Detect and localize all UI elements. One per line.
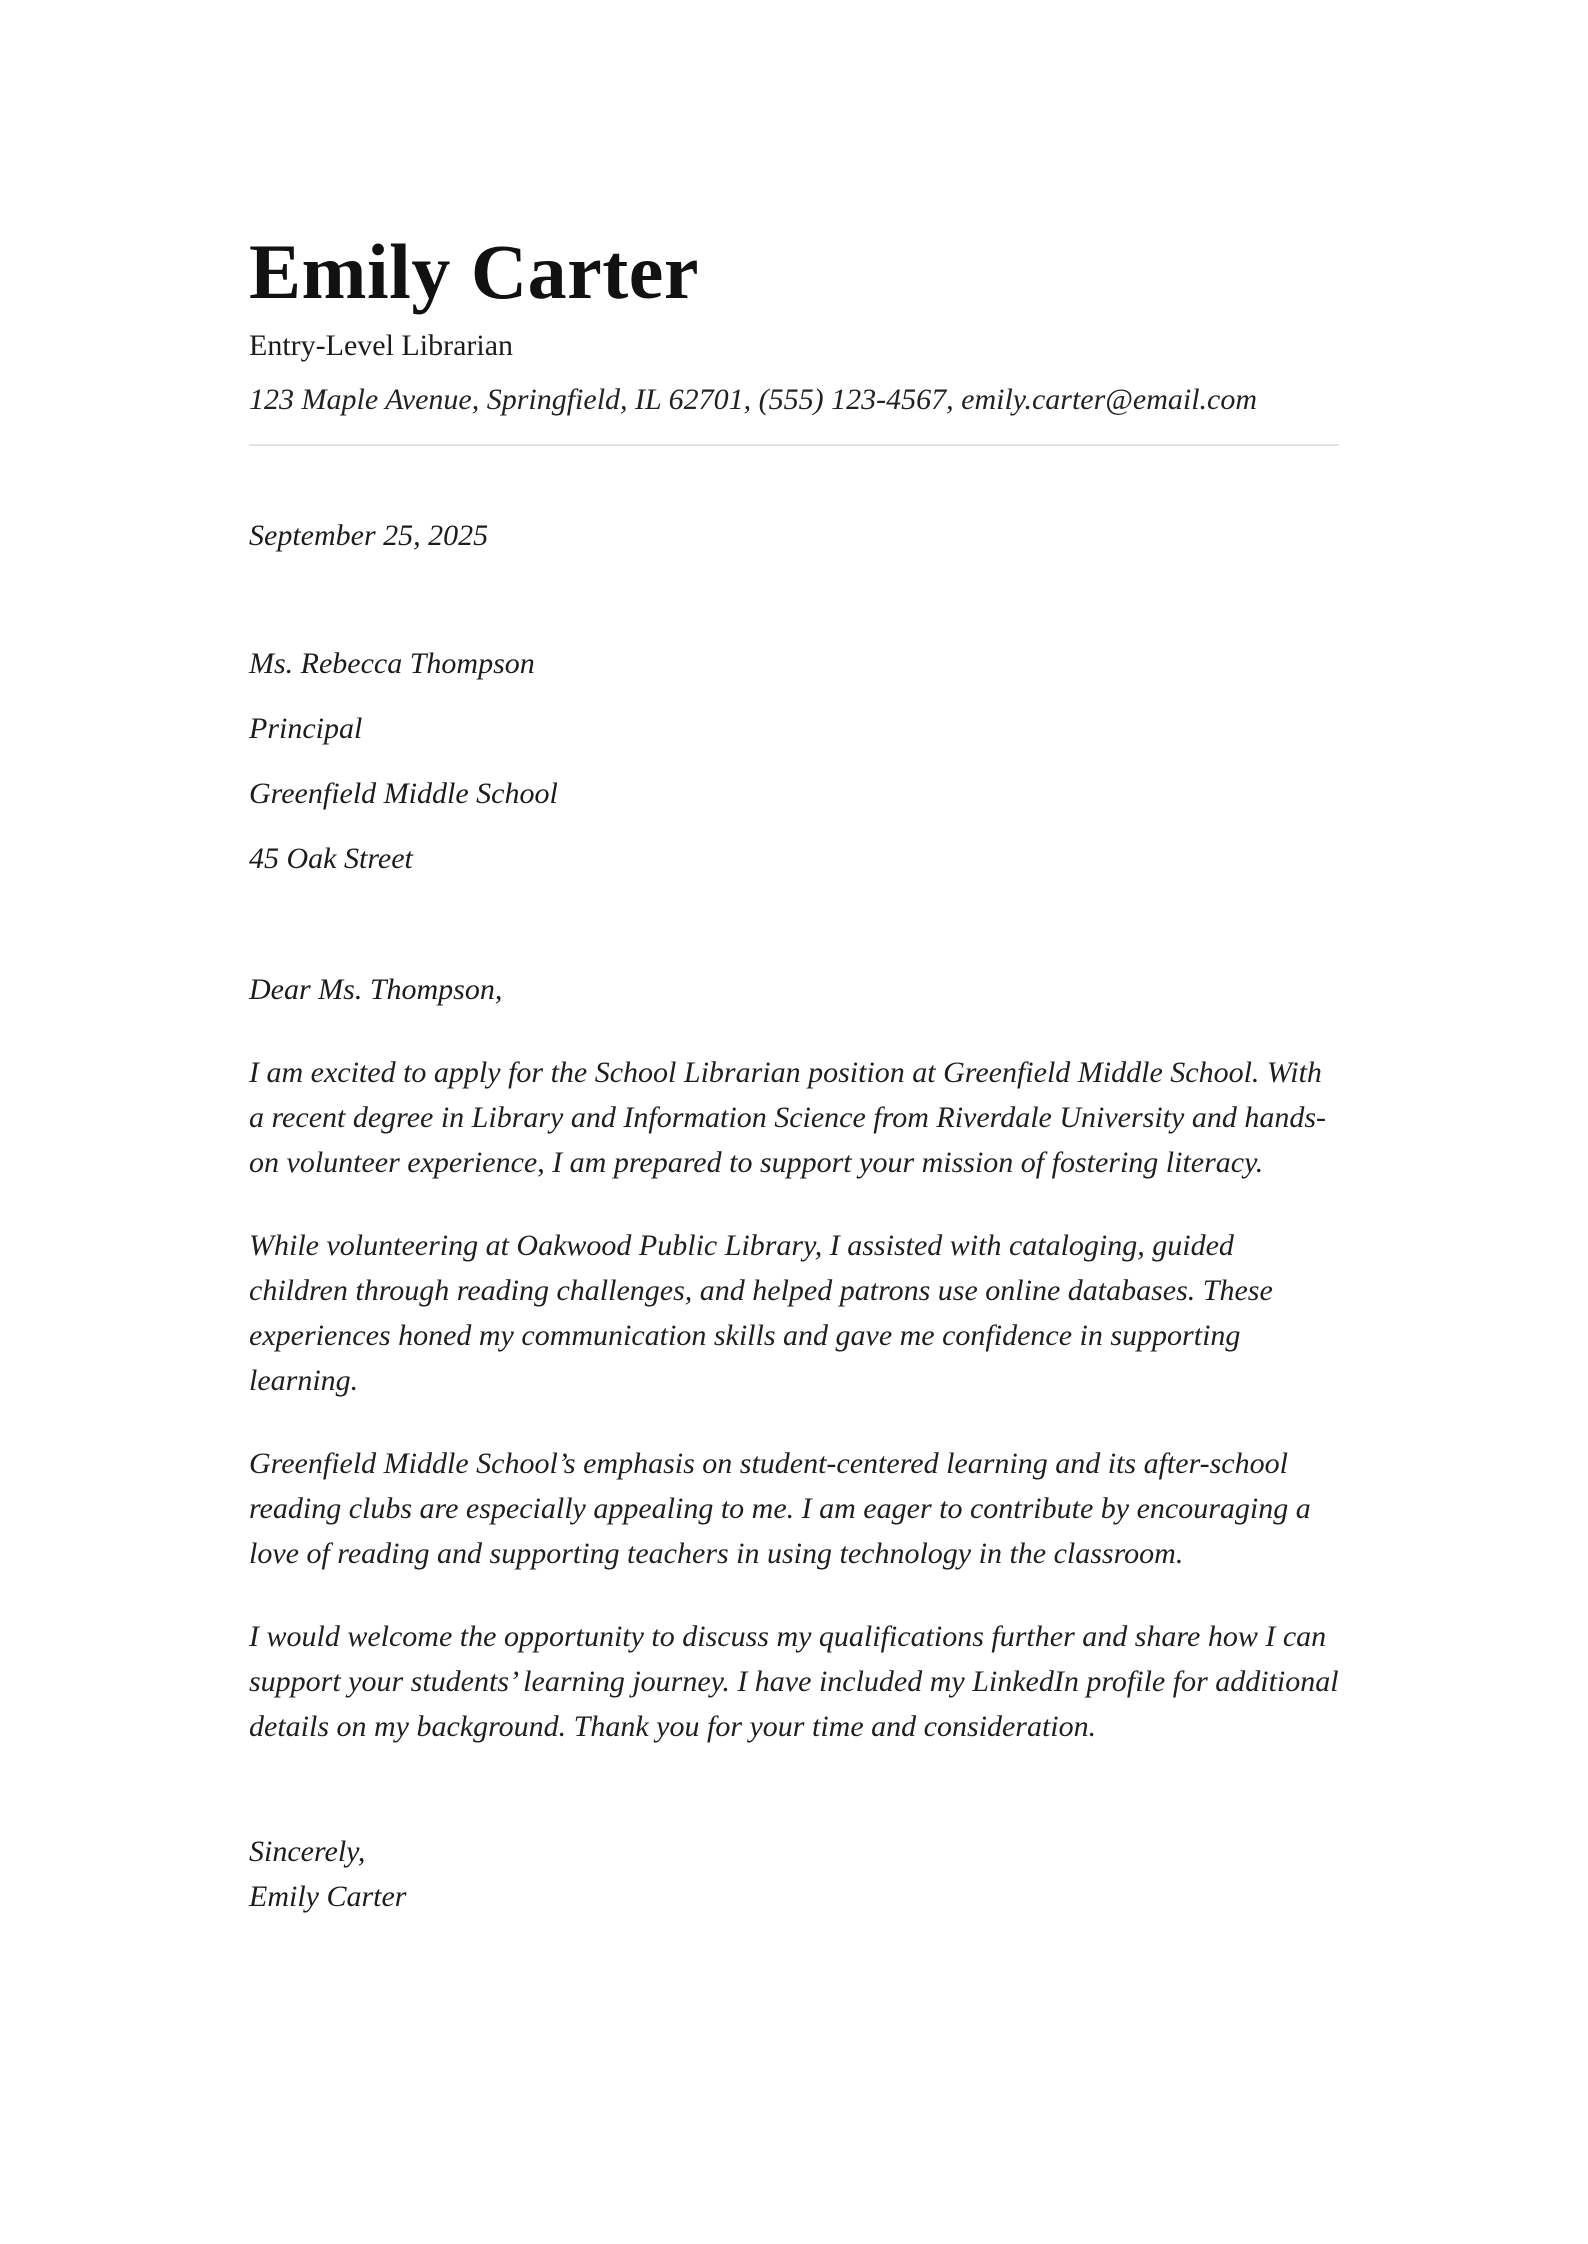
- sender-title: Entry-Level Librarian: [249, 329, 514, 363]
- recipient-block: [249, 646, 1339, 877]
- closing-block: [249, 1829, 1339, 1919]
- signature-name: Emily Carter: [249, 1880, 407, 1914]
- salutation: Dear Ms. Thompson,: [249, 973, 503, 1007]
- letter-header: [249, 230, 1339, 446]
- header-divider: [249, 444, 1339, 446]
- recipient-name: Ms. Rebecca Thompson: [249, 647, 535, 681]
- letter-date: September 25, 2025: [249, 519, 489, 553]
- letter-content: [249, 0, 1339, 1919]
- recipient-address: 45 Oak Street: [249, 842, 413, 876]
- closing: Sincerely,: [249, 1835, 366, 1869]
- sender-name: Emily Carter: [249, 228, 700, 315]
- body-paragraph: While volunteering at Oakwood Public Library, I assisted with cataloging, guided children through reading challenges, and helped patrons use online databases. These experiences honed my communication skills and gave me confidence in supporting learning.: [249, 1229, 1273, 1398]
- body-paragraph: I am excited to apply for the School Librarian position at Greenfield Middle School. With a recent degree in Library and Information Science from Riverdale University and hands-on volunteer experience, I am prepared to support your mission of fostering literacy.: [249, 1056, 1326, 1180]
- recipient-title: Principal: [249, 712, 363, 746]
- recipient-organization: Greenfield Middle School: [249, 777, 558, 811]
- body-paragraph: Greenfield Middle School’s emphasis on student-centered learning and its after-school reading clubs are especially appealing to me. I am eager to contribute by encouraging a love of reading and supporting teachers in using technology in the classroom.: [249, 1447, 1311, 1571]
- sender-contact: 123 Maple Avenue, Springfield, IL 62701, (555) 123-4567, emily.carter@email.com: [249, 383, 1258, 417]
- body-paragraph: I would welcome the opportunity to discuss my qualifications further and share how I can support your students’ learning journey. I have included my LinkedIn profile for additional details on my background. Thank you for your time and consideration.: [249, 1620, 1339, 1744]
